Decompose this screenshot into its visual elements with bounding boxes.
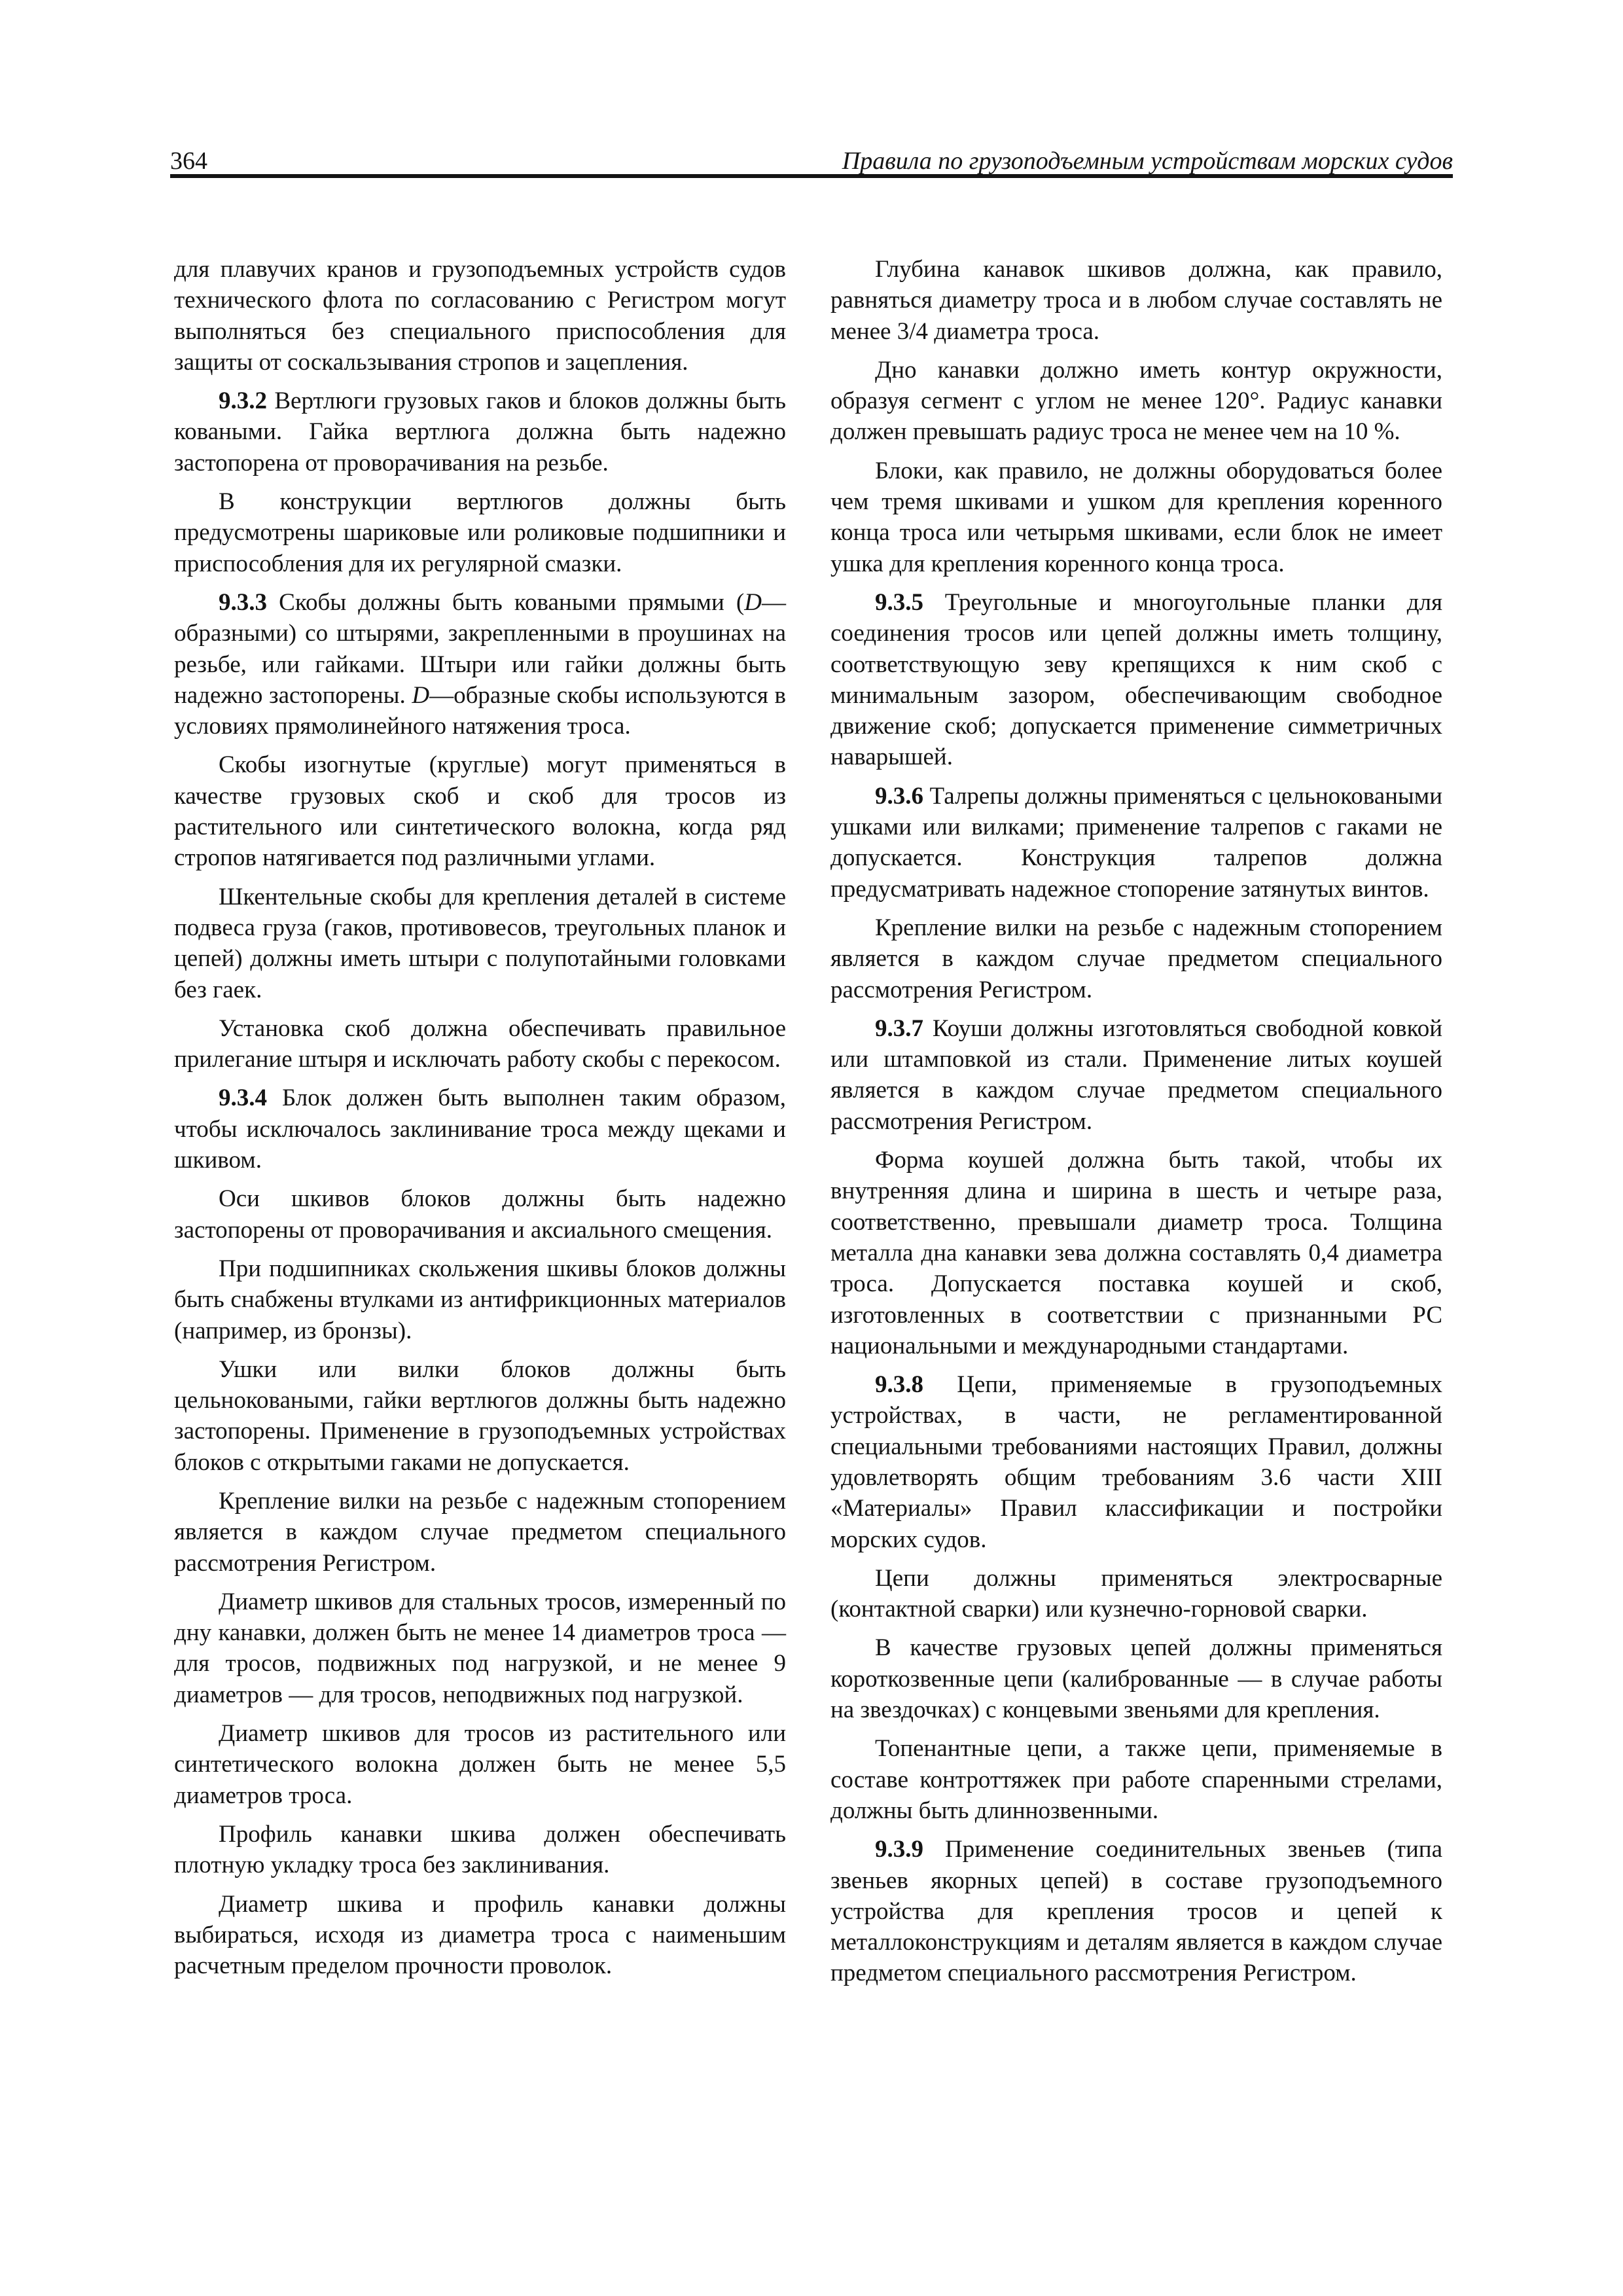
paragraph-text: Коуши должны изготовляться свободной ковкой или штамповкой из стали. Применение литых коушей является в каждом случае предметом специального рассмотрения Регистром. (830, 1014, 1442, 1135)
paragraph-text: Треугольные и многоугольные планки для соединения тросов или цепей должны иметь толщину, соответствующую зеву крепящихся к ним скоб с минимальным зазором, обеспечивающим свободное движение скоб; допускается применение симметричных наварышей. (830, 588, 1442, 771)
paragraph (174, 1486, 786, 1579)
paragraph-text: Оси шкивов блоков должны быть надежно застопорены от проворачивания и аксиального смещения. (174, 1185, 786, 1244)
paragraph (174, 1354, 786, 1478)
paragraph-text: Диаметр шкивов для тросов из растительного или синтетического волокна должен быть не менее 5,5 диаметров троса. (174, 1720, 786, 1809)
left-column (174, 254, 786, 1989)
paragraph (830, 1733, 1442, 1826)
paragraph (174, 749, 786, 873)
paragraph (830, 1632, 1442, 1725)
paragraph-text: Цепи, применяемые в грузоподъемных устройствах, в части, не регламентированной специальными требованиями настоящих Правил, должны удовлетворять общим требованиям 3.6 части XIII «Материалы» Правил классификации и постройки морских судов. (830, 1371, 1442, 1553)
paragraph (174, 1253, 786, 1346)
paragraph-text: Вертлюги грузовых гаков и блоков должны быть коваными. Гайка вертлюга должна быть надежно застопорена от проворачивания на резьбе. (174, 387, 786, 476)
paragraph (174, 486, 786, 579)
paragraph (174, 1183, 786, 1246)
page-number: 364 (170, 147, 207, 175)
paragraph-text: Талрепы должны применяться с цельноковаными ушками или вилками; применение талрепов с гаками не допускается. Конструкция талрепов должна предусматривать надежное стопорение затянутых винтов. (830, 782, 1442, 903)
paragraph (174, 1718, 786, 1811)
section-number: 9.3.5 (875, 588, 923, 616)
paragraph (174, 1083, 786, 1175)
paragraph (174, 882, 786, 1005)
paragraph-text: Скобы должны быть коваными прямыми ( (267, 588, 745, 616)
paragraph-text: Профиль канавки шкива должен обеспечивать плотную укладку троса без заклинивания. (174, 1820, 786, 1879)
paragraph (174, 587, 786, 742)
section-number: 9.3.6 (875, 782, 923, 810)
paragraph (174, 386, 786, 478)
paragraph-text: —образными) со штырями, закрепленными в проушинах на резьбе, или гайками. Штыри или гайки должны быть надежно застопорены. (174, 588, 786, 709)
section-number: 9.3.8 (875, 1371, 923, 1399)
paragraph-text: Скобы изогнутые (круглые) могут применяться в качестве грузовых скоб и скоб для тросов из растительного или синтетического волокна, когда ряд стропов натягивается под различными углами. (174, 751, 786, 872)
section-number: 9.3.2 (219, 387, 267, 415)
paragraph (830, 1013, 1442, 1137)
paragraph-text: Крепление вилки на резьбе с надежным стопорением является в каждом случае предметом специального рассмотрения Регистром. (174, 1487, 786, 1577)
right-column (830, 254, 1442, 1997)
paragraph (830, 1563, 1442, 1625)
paragraph-text: Шкентельные скобы для крепления деталей в системе подвеса груза (гаков, противовесов, треугольных планок и цепей) должны иметь штыри с полупотайными головками без гаек. (174, 883, 786, 1003)
paragraph (830, 1834, 1442, 1988)
paragraph-text: Крепление вилки на резьбе с надежным стопорением является в каждом случае предметом специального рассмотрения Регистром. (830, 914, 1442, 1003)
italic-symbol: D (412, 681, 430, 709)
paragraph-text: В качестве грузовых цепей должны применяться короткозвенные цепи (калиброванные — в случае работы на звездочках) с концевыми звеньями для крепления. (830, 1634, 1442, 1724)
paragraph (830, 254, 1442, 347)
running-title: Правила по грузоподъемным устройствам морских судов (842, 147, 1453, 175)
section-number: 9.3.3 (219, 588, 267, 616)
paragraph (830, 912, 1442, 1005)
paragraph (830, 781, 1442, 905)
header-rule (170, 174, 1453, 178)
paragraph (830, 456, 1442, 579)
paragraph-text: Диаметр шкива и профиль канавки должны выбираться, исходя из диаметра троса с наименьшим расчетным пределом прочности проволок. (174, 1890, 786, 1980)
paragraph (174, 1819, 786, 1881)
paragraph (174, 1889, 786, 1982)
paragraph-text: Цепи должны применяться электросварные (контактной сварки) или кузнечно-горновой сварки. (830, 1564, 1442, 1623)
paragraph-text: Дно канавки должно иметь контур окружности, образуя сегмент с углом не менее 120°. Радиус канавки должен превышать радиус троса не менее чем на 10 %. (830, 356, 1442, 446)
paragraph-text: При подшипниках скольжения шкивы блоков должны быть снабжены втулками из антифрикционных материалов (например, из бронзы). (174, 1255, 786, 1344)
paragraph-text: Применение соединительных звеньев (типа звеньев якорных цепей) в составе грузоподъемного устройства для крепления тросов и цепей к металлоконструкциям и деталям является в каждом случае предметом специального рассмотрения Регистром. (830, 1836, 1442, 1987)
paragraph-text: В конструкции вертлюгов должны быть предусмотрены шариковые или роликовые подшипники и приспособления для их регулярной смазки. (174, 488, 786, 577)
paragraph (174, 1013, 786, 1075)
italic-symbol: D (744, 588, 762, 616)
paragraph (174, 1587, 786, 1710)
paragraph-text: для плавучих кранов и грузоподъемных устройств судов технического флота по согласованию с Регистром могут выполняться без специального приспособления для защиты от соскальзывания стропов и зацепления. (174, 256, 786, 376)
paragraph-text: Форма коушей должна быть такой, чтобы их внутренняя длина и ширина в шесть и четыре раза, соответственно, превышали диаметр троса. Толщина металла дна канавки зева должна составлять 0,4 диаметра троса. Допускается поставка коушей и скоб, изготовленных в соответствии с признанными РС национальными и международными стандартами. (830, 1147, 1442, 1359)
paragraph (174, 254, 786, 378)
paragraph (830, 355, 1442, 448)
paragraph-text: Диаметр шкивов для стальных тросов, измеренный по дну канавки, должен быть не менее 14 диаметров троса — для тросов, подвижных под нагрузкой, и не менее 9 диаметров — для тросов, неподвижных под нагрузкой. (174, 1588, 786, 1708)
paragraph-text: Ушки или вилки блоков должны быть цельноковаными, гайки вертлюгов должны быть надежно застопорены. Применение в грузоподъемных устройствах блоков с открытыми гаками не допускается. (174, 1355, 786, 1476)
section-number: 9.3.9 (875, 1836, 923, 1863)
paragraph (830, 1145, 1442, 1361)
section-number: 9.3.4 (219, 1085, 267, 1112)
paragraph-text: —образные скобы используются в условиях прямолинейного натяжения троса. (174, 681, 786, 740)
section-number: 9.3.7 (875, 1014, 923, 1042)
paragraph-text: Глубина канавок шкивов должна, как правило, равняться диаметру троса и в любом случае составлять не менее 3/4 диаметра троса. (830, 256, 1442, 345)
paragraph (830, 587, 1442, 773)
paragraph (830, 1369, 1442, 1555)
paragraph-text: Блоки, как правило, не должны оборудоваться более чем тремя шкивами и ушком для крепления коренного конца троса или четырьмя шкивами, если блок не имеет ушка для крепления коренного конца троса. (830, 457, 1442, 577)
paragraph-text: Блок должен быть выполнен таким образом, чтобы исключалось заклинивание троса между щеками и шкивом. (174, 1085, 786, 1174)
paragraph-text: Установка скоб должна обеспечивать правильное прилегание штыря и исключать работу скобы с перекосом. (174, 1014, 786, 1073)
paragraph-text: Топенантные цепи, а также цепи, применяемые в составе контроттяжек при работе спаренными стрелами, должны быть длиннозвенными. (830, 1735, 1442, 1824)
